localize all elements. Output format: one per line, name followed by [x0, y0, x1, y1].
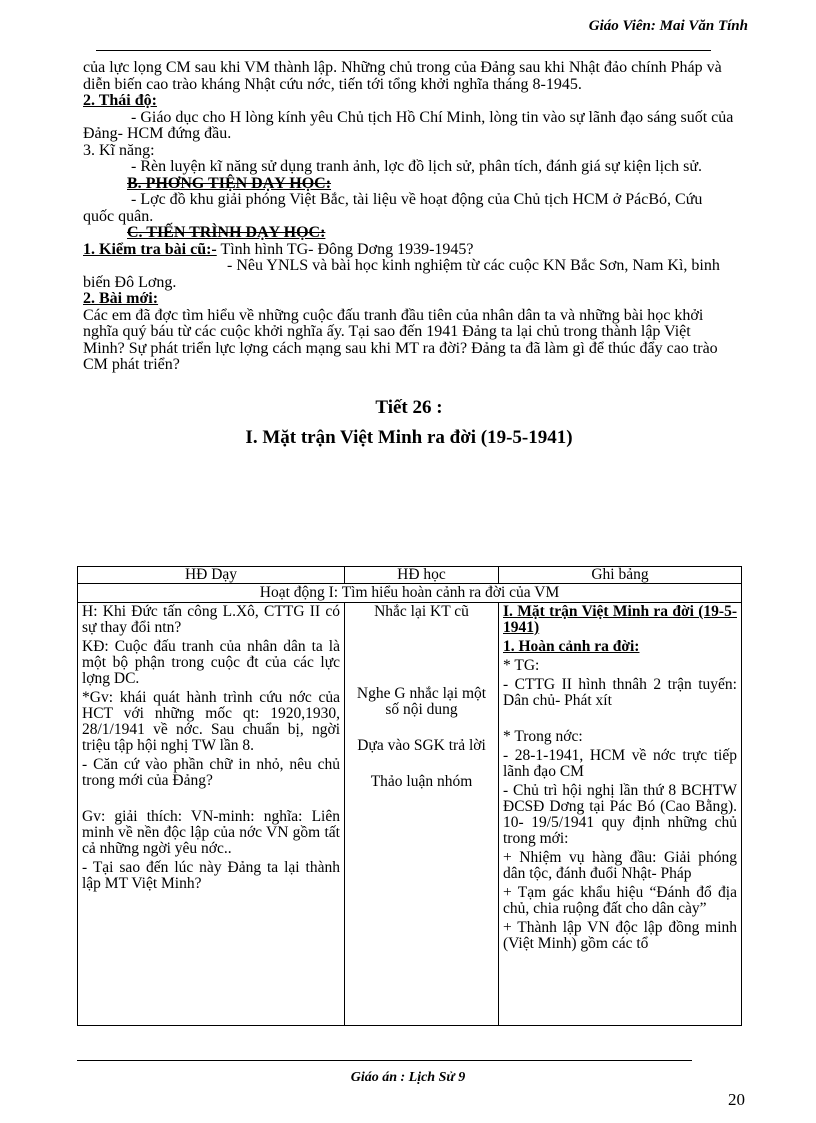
board-item: * TG:	[503, 657, 540, 674]
board-item: + Tạm gác khẩu hiệu “Đánh đổ địa chủ, chia ruộng đất cho dân cày”	[503, 884, 737, 917]
document-body	[83, 60, 735, 450]
board-item: + Nhiệm vụ hàng đầu: Giải phóng dân tộc, đánh đuổi Nhật- Pháp	[503, 849, 737, 882]
paragraph-intro: Các em đã đợc tìm hiểu về những cuộc đấu tranh đầu tiên của nhân dân ta và những bài học khởi nghĩa quý báu từ các cuộc khởi nghĩa ấy. Tại sao đến 1941 Đảng ta lại chủ trong thành lập Việt Minh? Sự phát triển lực lợng cách mạng sau khi MT ra đời? Đảng ta đã làm gì để thúc đẩy cao trào CM phát triển?	[83, 306, 718, 373]
teacher-item: Gv: giải thích: VN-minh: nghĩa: Liên minh về nền độc lập của nớc VN gồm tất cả những ngời yêu nớc..	[82, 808, 340, 857]
paragraph-knowledge: của lực lọng CM sau khi VM thành lập. Những chủ trong của Đảng sau khi Nhật đảo chính Pháp và diễn biến cao trào kháng Nhật cứu nớc, tiến tới tổng khởi nghĩa tháng 8-1945.	[83, 59, 722, 93]
heading-attitude: 2. Thái độ:	[83, 92, 157, 109]
page-number: 20	[728, 1090, 745, 1109]
board-subtitle: 1. Hoàn cảnh ra đời:	[503, 638, 640, 655]
board-item: - 28-1-1941, HCM về nớc trực tiếp lãnh đạo CM	[503, 747, 737, 780]
check-question-1: Tình hình TG- Đông Dơng 1939-1945?	[216, 240, 474, 258]
footer-subject: Giáo án : Lịch Sử 9	[350, 1070, 466, 1085]
check-question-2: - Nêu YNLS và bài học kinh nghiệm từ các cuộc KN Bắc Sơn, Nam Kì, binh biến Đô Lơng.	[83, 257, 720, 291]
heading-skill: 3. Kĩ năng:	[83, 141, 155, 159]
header-teacher: Giáo Viên: Mai Văn Tính	[588, 18, 748, 34]
board-item: * Trong nớc:	[503, 728, 583, 745]
teacher-item: H: Khi Đức tấn công L.Xô, CTTG II có sự thay đổi ntn?	[82, 603, 340, 636]
student-item: Nhắc lại KT cũ	[374, 603, 469, 620]
board-title: I. Mặt trận Việt Minh ra đời (19-5-1941)	[503, 603, 737, 636]
teacher-item: KĐ: Cuộc đấu tranh của nhân dân ta là một bộ phận trong cuộc đt của các lực lợng DC.	[82, 638, 340, 687]
header-learning: HĐ học	[345, 567, 499, 584]
teacher-item: - Căn cứ vào phần chữ in nhỏ, nêu chủ trong mới của Đảng?	[82, 756, 340, 789]
student-item: Thảo luận nhóm	[370, 773, 473, 790]
board-cell	[499, 603, 742, 1026]
activity-row: Hoạt động I: Tìm hiểu hoàn cảnh ra đời của VM	[78, 584, 742, 603]
header-teaching: HĐ Dạy	[78, 567, 345, 584]
board-item: + Thành lập VN độc lập đồng minh (Việt Minh) gồm các tổ	[503, 919, 737, 952]
section-title: I. Mặt trận Việt Minh ra đời (19-5-1941)	[245, 426, 573, 448]
footer-divider	[77, 1060, 692, 1061]
student-item: Nghe G nhắc lại một số nội dung	[356, 685, 487, 718]
paragraph-attitude: - Giáo dục cho H lòng kính yêu Chủ tịch Hồ Chí Minh, lòng tin vào sự lãnh đạo sáng suốt của Đảng- HCM đứng đầu.	[83, 108, 734, 142]
lesson-table	[77, 566, 742, 1026]
lesson-number: Tiết 26 :	[375, 396, 443, 418]
heading-means: B. PHƠNG TIỆN DẠY HỌC:	[127, 174, 332, 192]
teacher-item: *Gv: khái quát hành trình cứu nớc của HCT với những mốc qt: 1920,1930, 28/1/1941 về nớc. Sau chuẩn bị, ngời triệu tập hội nghị TW lần 8.	[82, 689, 340, 754]
board-item: - Chủ trì hội nghị lần thứ 8 BCHTW ĐCSĐ Dơng tại Pác Bó (Cao Bằng). 10- 19/5/1941 quy định những chủ trong mới:	[503, 782, 737, 847]
paragraph-skill: - Rèn luyện kĩ năng sử dụng tranh ảnh, lợc đồ lịch sử, phân tích, đánh giá sự kiện lịch sử.	[131, 158, 703, 175]
teacher-item: - Tại sao đến lúc này Đảng ta lại thành lập MT Việt Minh?	[82, 859, 340, 892]
heading-process: C. TIẾN TRÌNH DẠY HỌC:	[127, 224, 326, 241]
teacher-activity-cell	[78, 603, 345, 1026]
board-item: - CTTG II hình thnâh 2 trận tuyến: Dân chủ- Phát xít	[503, 676, 737, 709]
paragraph-means: - Lợc đồ khu giải phóng Việt Bắc, tài liệu về hoạt động của Chủ tịch HCM ở PácBó, Cứu quốc quân.	[83, 191, 703, 225]
student-item: Dựa vào SGK trả lời	[357, 737, 486, 754]
header-board: Ghi bảng	[499, 567, 742, 584]
student-activity-cell	[345, 603, 499, 1026]
header-divider	[96, 50, 711, 51]
heading-check: 1. Kiểm tra bài cũ:-	[83, 240, 217, 258]
heading-new-lesson: 2. Bài mới:	[83, 290, 159, 307]
